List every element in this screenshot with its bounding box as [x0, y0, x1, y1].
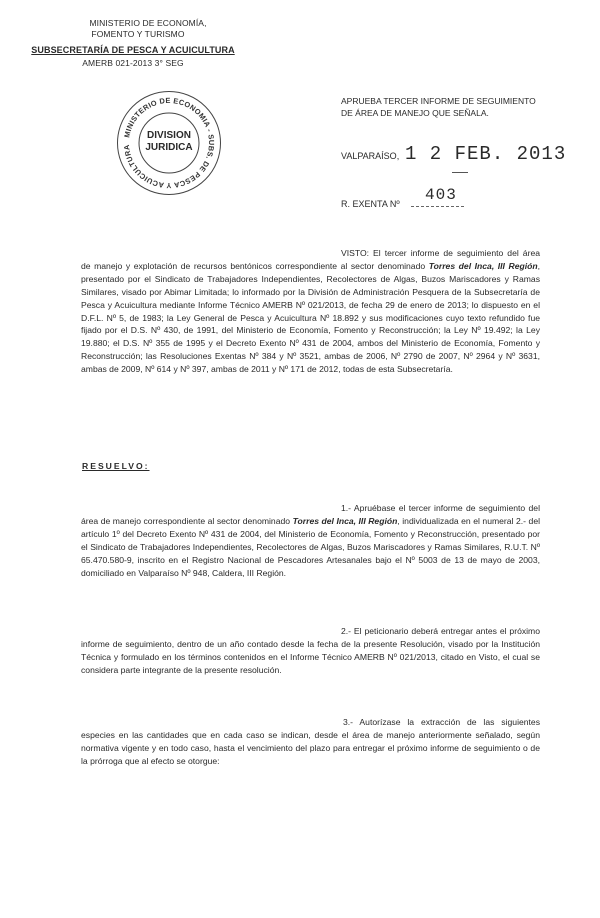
article-1-text-end: , individualizada en el numeral 2.- del artículo 1º del Decreto Exento Nº 431 de 2004, del Ministerio de Economía, Fomento y Reconstrucción, presentado por el Sindicato de Trabajadores Independientes, Recolectores de Algas, Buzos Mariscadores y Ramas Similares, R.U.T. Nº 65.470.580-9, inscrito en el Registro Nacional de Pescadores Artesanales bajo el Nº 5003 de 13 de mayo de 2003, domiciliado en Valparaíso Nº 948, Caldera, III Región.	[81, 515, 541, 578]
visto-text-end: , presentado por el Sindicato de Trabajadores Independientes, Recolectores de Algas, Buzos Mariscadores y Ramas Similares, visado por Abimar Limitada; lo informado por la División de Administración Pesquera de la Subsecretaría de Pesca y Acuicultura mediante Informe Técnico AMERB Nº 021/2013, de fecha 29 de enero de 2013; lo dispuesto en el D.F.L. Nº 5, de 1983; la Ley General de Pesca y Acuicultura Nº 18.892 y sus modificaciones cuyo texto refundido fue fijado por el D.S. Nº 430, de 1991, del Ministerio de Economía, Fomento y Reconstrucción; la Ley Nº 19.492; la Ley 19.880; el D.S. Nº 355 de 1995 y el Decreto Exento Nº 431 de 2004, ambos del Ministerio de Economía, Fomento y Reconstrucción; las Resoluciones Exentas Nº 384 y Nº 3521, ambas de 2006, Nº 2790 de 2007, Nº 2964 y Nº 3631, ambas de 2009, Nº 614 y Nº 397, ambas de 2011 y Nº 171 de 2012, todas de esta Subsecretaría.	[81, 260, 540, 375]
division-juridica-stamp	[117, 91, 221, 195]
article-1-paragraph	[81, 502, 540, 579]
subsecretaria-heading: SUBSECRETARÍA DE PESCA Y ACUICULTURA	[31, 45, 235, 55]
date-underline-mark	[452, 172, 468, 173]
resolution-number: 403	[425, 186, 457, 204]
resolution-label: R. EXENTA Nº	[341, 199, 400, 209]
visto-sector-name: Torres del Inca, III Región	[428, 260, 538, 271]
ministry-line-2: FOMENTO Y TURISMO	[91, 29, 185, 39]
resuelvo-heading: RESUELVO:	[82, 461, 150, 471]
stamp-ring-text: MINISTERIO DE ECONOMIA - SUBS. DE PESCA Y ACUICULTURA	[121, 95, 217, 191]
place-label: VALPARAÍSO,	[341, 151, 400, 161]
resolution-number-line	[411, 206, 464, 207]
subject-line-2: DE ÁREA DE MANEJO QUE SEÑALA.	[341, 108, 489, 118]
ministry-line-1: MINISTERIO DE ECONOMÍA,	[89, 18, 207, 28]
article-1-sector-name: Torres del Inca, III Región	[292, 515, 398, 526]
subject-line-1: APRUEBA TERCER INFORME DE SEGUIMIENTO	[341, 96, 536, 106]
stamp-division-label: DIVISION	[147, 130, 191, 141]
date-stamp: 1 2 FEB. 2013	[405, 143, 567, 165]
visto-paragraph	[81, 247, 540, 376]
stamp-juridica-label: JURIDICA	[145, 142, 193, 153]
visto-text-start: VISTO: El tercer informe de seguimiento del área de manejo y explotación de recursos bentónicos correspondiente al sector denominado	[81, 248, 540, 271]
article-1-text-start: 1.- Apruébase el tercer informe de seguimiento del área de manejo correspondiente al sector denominado	[81, 503, 540, 526]
article-3-paragraph: 3.- Autorízase la extracción de las siguientes especies en las cantidades que en cada caso se indican, desde el área de manejo anteriormente señalado, según normativa vigente y en todo caso, hasta el vencimiento del plazo para entregar el próximo informe de seguimiento o de la prórroga que al efecto se otorgue:	[81, 717, 540, 766]
article-2-paragraph: 2.- El peticionario deberá entregar antes el próximo informe de seguimiento, dentro de un año contado desde la fecha de la presente Resolución, visado por la Institución Técnica y formulado en los términos contenidos en el Informe Técnico AMERB Nº 021/2013, citado en Visto, el cual se considera parte integrante de la presente resolución.	[81, 626, 540, 675]
reference-code: AMERB 021-2013 3° SEG	[82, 58, 184, 68]
